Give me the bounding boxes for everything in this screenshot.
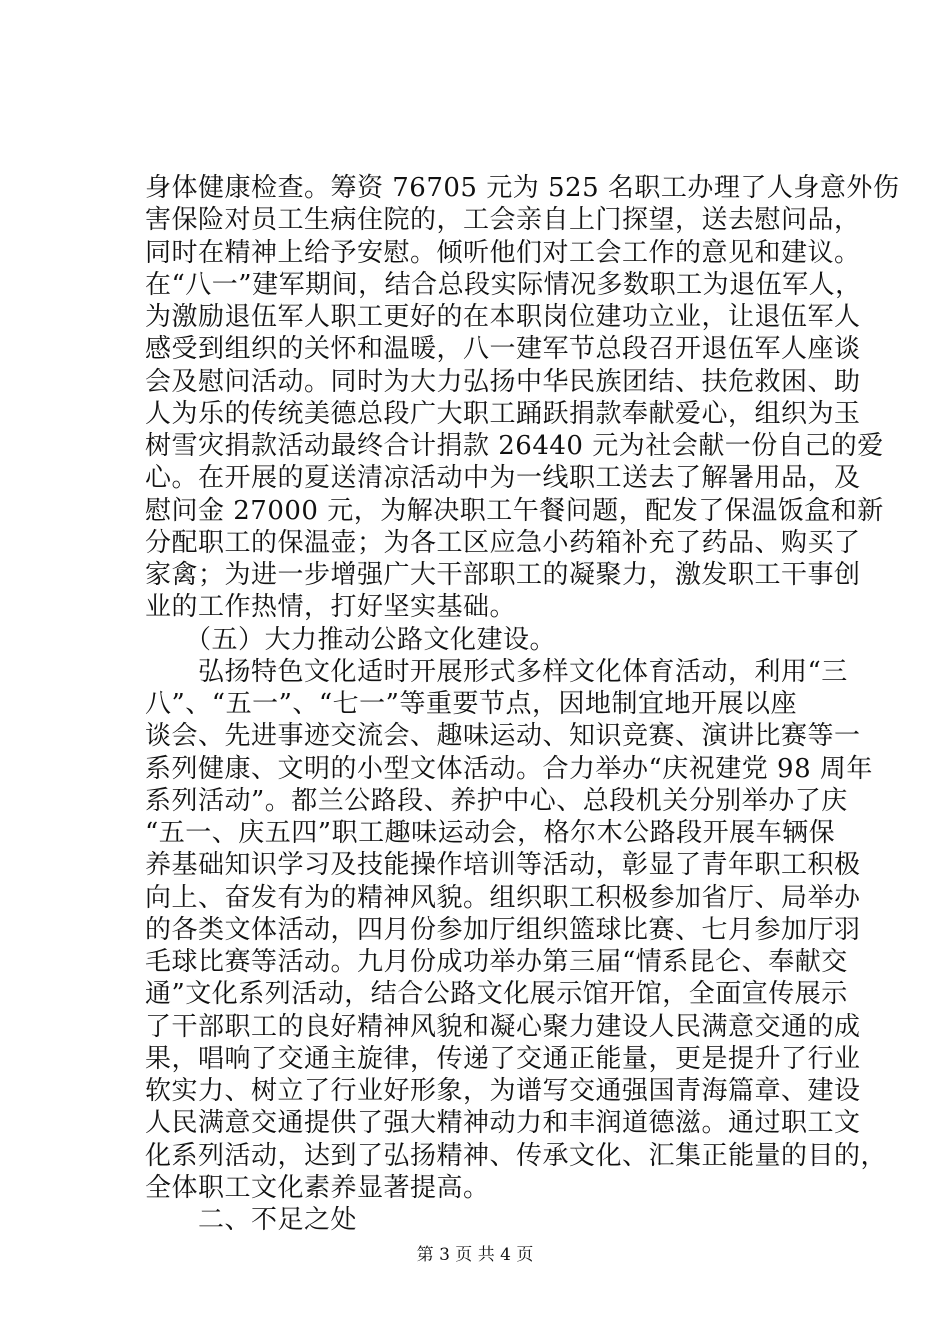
text-line: 业的工作热情，打好坚实基础。: [145, 592, 517, 623]
text-line: 软实力、树立了行业好形象，为谱写交通强国青海篇章、建设: [145, 1076, 861, 1106]
text-line: 谈会、先进事迹交流会、趣味运动、知识竞赛、演讲比赛等一: [145, 721, 861, 752]
text-line: 全体职工文化素养显著提高。: [145, 1172, 490, 1203]
text-line: 八”、“五一”、“七一”等重要节点，因地制宜地开展以座: [145, 689, 797, 719]
text-line: 的各类文体活动，四月份参加厅组织篮球比赛、七月参加厅羽: [145, 914, 861, 945]
text-line: 为激励退伍军人职工更好的在本职岗位建功立业，让退伍军人: [145, 302, 861, 332]
page-footer: 第 3 页 共 4 页: [416, 1245, 534, 1265]
text-line: 了干部职工的良好精神风貌和凝心聚力建设人民满意交通的成: [145, 1011, 861, 1042]
text-line: 心。在开展的夏送清凉活动中为一线职工送去了解暑用品，及: [145, 463, 861, 494]
text-line: 在“八一”建军期间，结合总段实际情况多数职工为退伍军人，: [145, 269, 862, 300]
text-line: 会及慰问活动。同时为大力弘扬中华民族团结、扶危救困、助: [145, 366, 861, 397]
text-line: 害保险对员工生病住院的，工会亲自上门探望，送去慰问品，: [145, 205, 861, 236]
text-line: 养基础知识学习及技能操作培训等活动，彰显了青年职工积极: [145, 850, 861, 881]
text-line: 树雪灾捐款活动最终合计捐款 26440 元为社会献一份自己的爱: [145, 431, 884, 461]
text-line: 毛球比赛等活动。九月份成功举办第三届“情系昆仑、奉献交: [145, 947, 848, 977]
text-line: 慰问金 27000 元，为解决职工午餐问题，配发了保温饭盒和新: [145, 495, 884, 526]
section-heading: 二、不足之处: [145, 1205, 358, 1235]
text-line: 人为乐的传统美德总段广大职工踊跃捐款奉献爱心，组织为玉: [145, 398, 861, 429]
section-heading: （五）大力推动公路文化建设。: [145, 624, 557, 655]
text-line: 家禽；为进一步增强广大干部职工的凝聚力，激发职工干事创: [145, 560, 861, 590]
text-line: 身体健康检查。筹资 76705 元为 525 名职工办理了人身意外伤: [145, 173, 900, 203]
text-line: 系列活动”。都兰公路段、养护中心、总段机关分别举办了庆: [145, 785, 848, 816]
text-line: 人民满意交通提供了强大精神动力和丰润道德滋。通过职工文: [145, 1108, 861, 1139]
text-line: 同时在精神上给予安慰。倾听他们对工会工作的意见和建议。: [145, 237, 861, 268]
text-line: 系列健康、文明的小型文体活动。合力举办“庆祝建党 98 周年: [145, 753, 873, 784]
text-line: 向上、奋发有为的精神风貌。组织职工积极参加省厅、局举办: [145, 882, 861, 913]
text-line: “五一、庆五四”职工趣味运动会，格尔木公路段开展车辆保: [145, 818, 836, 848]
text-line: 感受到组织的关怀和温暖，八一建军节总段召开退伍军人座谈: [145, 334, 861, 365]
text-line: 化系列活动，达到了弘扬精神、传承文化、汇集正能量的目的，: [145, 1140, 888, 1171]
text-line: 通”文化系列活动，结合公路文化展示馆开馆，全面宣传展示: [145, 979, 848, 1010]
text-line: 分配职工的保温壶；为各工区应急小药箱补充了药品、购买了: [145, 527, 861, 558]
text-line: 弘扬特色文化适时开展形式多样文化体育活动，利用“三: [145, 656, 848, 687]
text-line: 果，唱响了交通主旋律，传递了交通正能量，更是提升了行业: [145, 1043, 861, 1074]
